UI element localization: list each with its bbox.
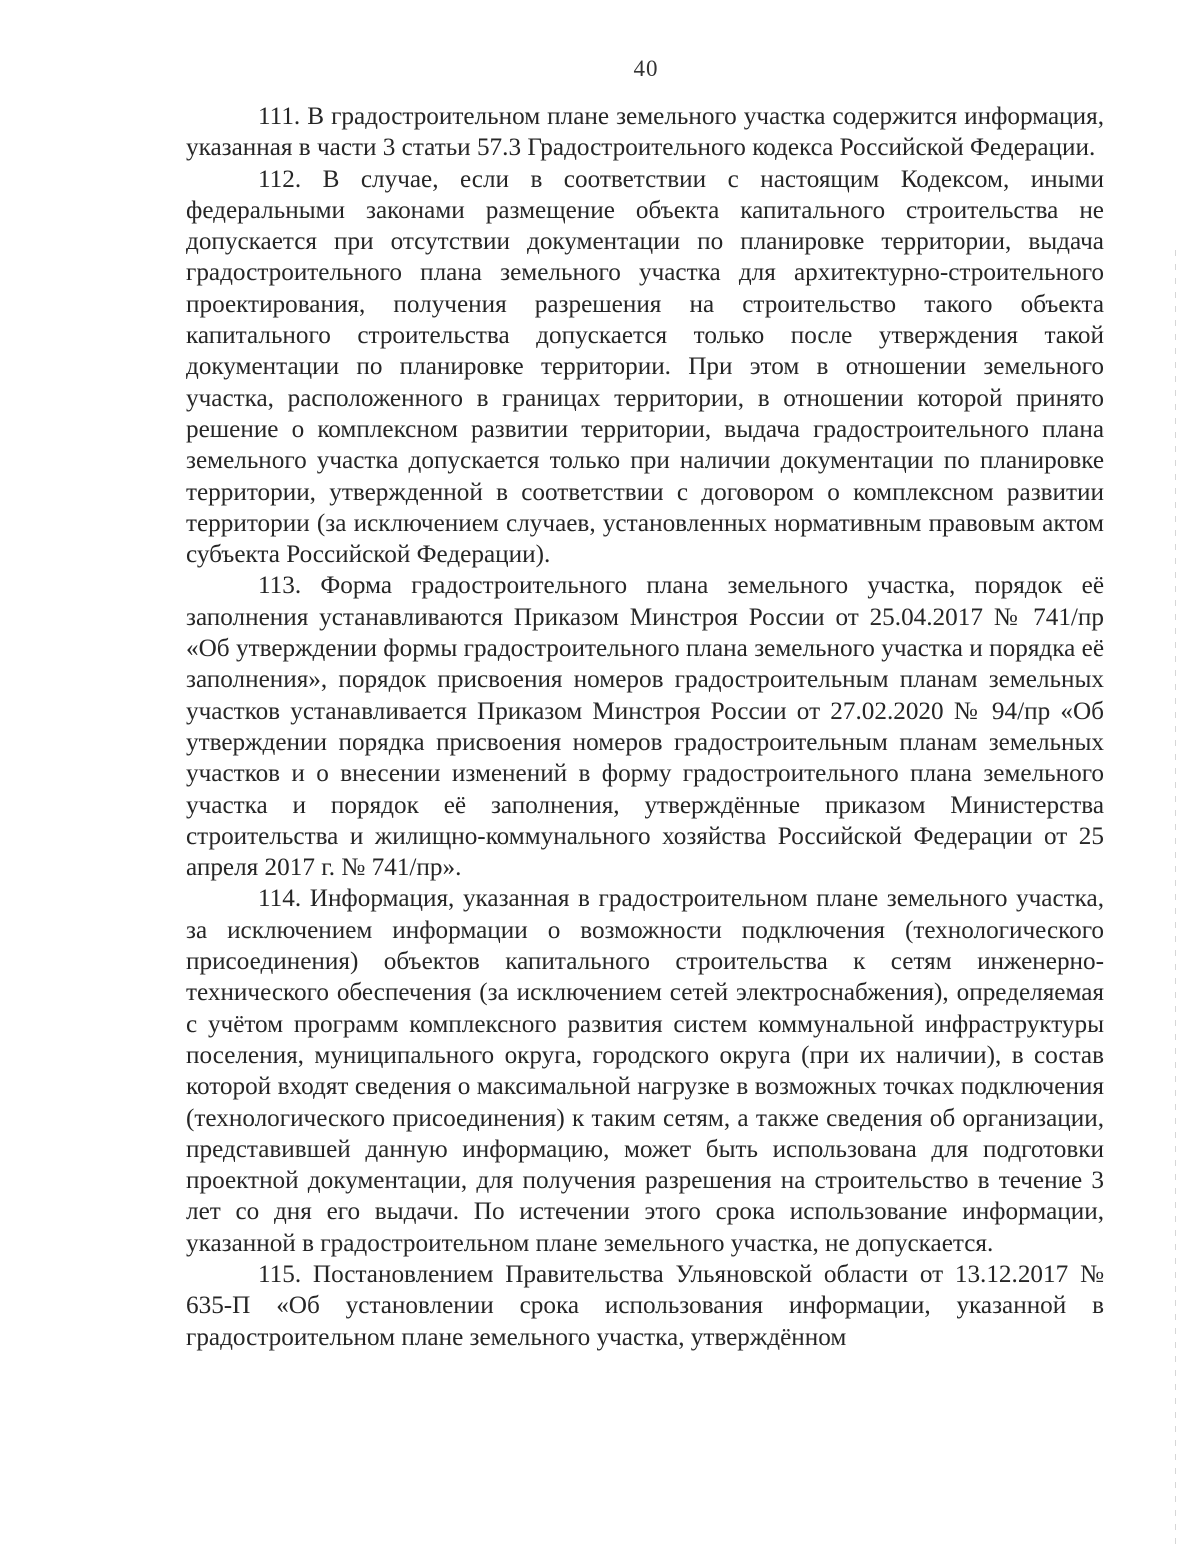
paragraph-113: 113. Форма градостроительного плана земельного участка, порядок её заполнения устанавливаются Приказом Минстроя России от 25.04.2017 № 741/пр «Об утверждении формы градостроительного плана земельного участка и порядка её заполнения», порядок присвоения номеров градостроительным планам земельных участков устанавливается Приказом Минстроя России от 27.02.2020 № 94/пр «Об утверждении порядка присвоения номеров градостроительным планам земельных участков и о внесении изменений в форму градостроительного плана земельного участка и порядок её заполнения, утверждённые приказом Министерства строительства и жилищно-коммунального хозяйства Российской Федерации от 25 апреля 2017 г. № 741/пр». [186,572,1104,882]
document-body [186,101,1104,1353]
paragraph-111: 111. В градостроительном плане земельного участка содержится информация, указанная в части 3 статьи 57.3 Градостроительного кодекса Российской Федерации. [186,103,1104,162]
paragraph-112: 112. В случае, если в соответствии с настоящим Кодексом, иными федеральными законами размещение объекта капитального строительства не допускается при отсутствии документации по планировке территории, выдача градостроительного плана земельного участка для архитектурно-строительного проектирования, получения разрешения на строительство такого объекта капитального строительства допускается только после утверждения такой документации по планировке территории. При этом в отношении земельного участка, расположенного в границах территории, в отношении которой принято решение о комплексном развитии территории, выдача градостроительного плана земельного участка допускается только при наличии документации по планировке территории, утвержденной в соответствии с договором о комплексном развитии территории (за исключением случаев, установленных нормативным правовым актом субъекта Российской Федерации). [186,165,1104,569]
paragraph-114: 114. Информация, указанная в градостроительном плане земельного участка, за исключением информации о возможности подключения (технологического присоединения) объектов капитального строительства к сетям инженерно-технического обеспечения (за исключением сетей электроснабжения), определяемая с учётом программ комплексного развития систем коммунальной инфраструктуры поселения, муниципального округа, городского округа (при их наличии), в состав которой входят сведения о максимальной нагрузке в возможных точках подключения (технологического присоединения) к таким сетям, а также сведения об организации, представившей данную информацию, может быть использована для подготовки проектной документации, для получения разрешения на строительство в течение 3 лет со дня его выдачи. По истечении этого срока использование информации, указанной в градостроительном плане земельного участка, не допускается. [186,885,1104,1257]
scan-edge-line [1175,250,1176,1550]
page-number: 40 [633,56,659,81]
paragraph-115: 115. Постановлением Правительства Ульяновской области от 13.12.2017 № 635-П «Об установлении срока использования информации, указанной в градостроительном плане земельного участка, утверждённом [186,1260,1104,1351]
